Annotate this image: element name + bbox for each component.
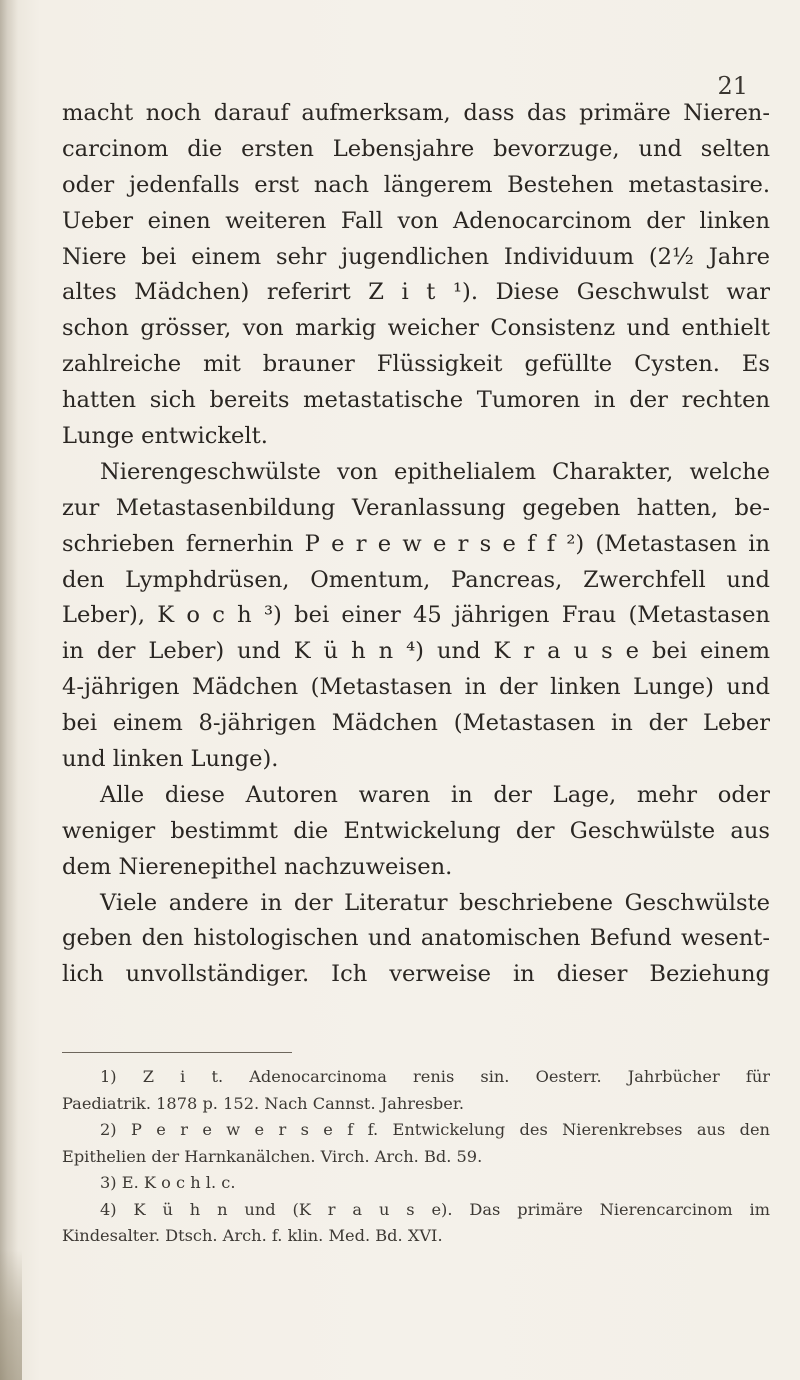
page-stain xyxy=(0,1250,22,1380)
text-line: schrieben fernerhin P e r e w e r s e f f ²) (Metastasen in xyxy=(62,530,770,557)
text-line: schon grösser, von markig weicher Consistenz und enthielt xyxy=(62,315,770,342)
text-line: weniger bestimmt die Entwickelung der Geschwülste aus xyxy=(62,817,770,844)
footnote-line: Epithelien der Harnkanälchen. Virch. Arch. Bd. 59. xyxy=(62,1146,483,1166)
text-line: carcinom die ersten Lebensjahre bevorzuge, und selten xyxy=(62,135,770,162)
text-line: 4-jährigen Mädchen (Metastasen in der linken Lunge) und xyxy=(62,674,770,701)
footnotes xyxy=(62,1064,770,1250)
text-line: Alle diese Autoren waren in der Lage, mehr oder xyxy=(100,781,770,808)
text-line: Lunge entwickelt. xyxy=(62,423,268,450)
footnote-line: 1) Z i t. Adenocarcinoma renis sin. Oesterr. Jahrbücher für xyxy=(100,1067,770,1086)
text-line: Niere bei einem sehr jugendlichen Individuum (2½ Jahre xyxy=(62,243,770,270)
text-line: zur Metastasenbildung Veranlassung gegeben hatten, be- xyxy=(62,494,770,521)
text-line: in der Leber) und K ü h n ⁴) und K r a u s e bei einem xyxy=(62,638,770,665)
page-number: 21 xyxy=(717,72,748,100)
footnote-separator xyxy=(62,1052,292,1053)
text-line: geben den histologischen und anatomischen Befund wesent- xyxy=(62,925,770,952)
body-text xyxy=(62,96,770,993)
text-line: lich unvollständiger. Ich verweise in dieser Beziehung xyxy=(62,961,770,988)
text-line: oder jedenfalls erst nach längerem Bestehen metastasire. xyxy=(62,171,770,198)
text-line: zahlreiche mit brauner Flüssigkeit gefüllte Cysten. Es xyxy=(62,351,770,378)
text-line: macht noch darauf aufmerksam, dass das primäre Nieren- xyxy=(62,100,770,126)
text-line: Leber), K o c h ³) bei einer 45 jährigen Frau (Metastasen xyxy=(62,602,770,629)
footnote-line: 3) E. K o c h l. c. xyxy=(100,1173,236,1192)
text-line: Viele andere in der Literatur beschriebene Geschwülste xyxy=(100,889,770,916)
text-line: Ueber einen weiteren Fall von Adenocarcinom der linken xyxy=(62,207,770,234)
binding-edge-shadow xyxy=(0,0,18,1380)
footnote-line: 2) P e r e w e r s e f f. Entwickelung des Nierenkrebses aus den xyxy=(100,1120,770,1139)
footnote-line: Paediatrik. 1878 p. 152. Nach Cannst. Jahresber. xyxy=(62,1093,464,1113)
text-line: Nierengeschwülste von epithelialem Charakter, welche xyxy=(100,458,770,485)
text-line: und linken Lunge). xyxy=(62,746,279,773)
text-line: altes Mädchen) referirt Z i t ¹). Diese Geschwulst war xyxy=(62,279,770,306)
text-line: den Lymphdrüsen, Omentum, Pancreas, Zwerchfell und xyxy=(62,566,770,593)
text-line: bei einem 8-jährigen Mädchen (Metastasen in der Leber xyxy=(62,710,770,737)
text-line: dem Nierenepithel nachzuweisen. xyxy=(62,853,453,880)
text-line: hatten sich bereits metastatische Tumoren in der rechten xyxy=(62,387,770,414)
footnote-line: Kindesalter. Dtsch. Arch. f. klin. Med. Bd. XVI. xyxy=(62,1226,443,1245)
footnote-line: 4) K ü h n und (K r a u s e). Das primäre Nierencarcinom im xyxy=(100,1199,770,1219)
